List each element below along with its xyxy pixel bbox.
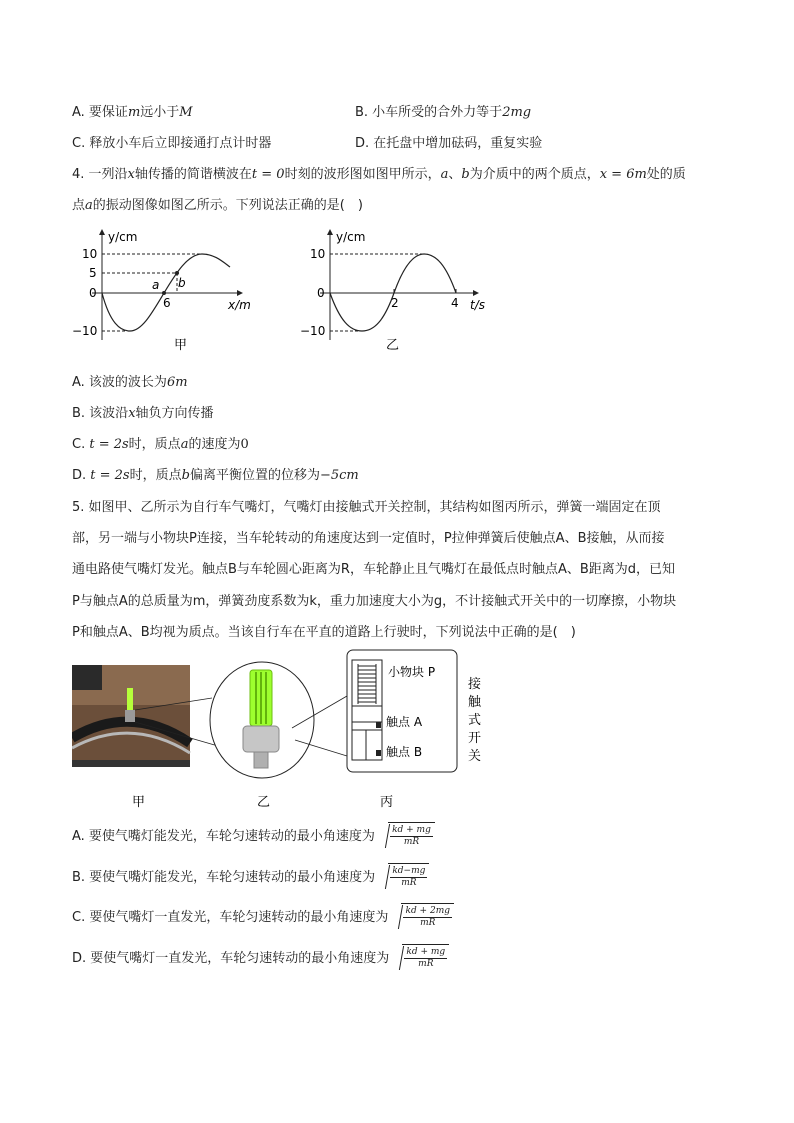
t-tick-2: 2 <box>391 296 399 310</box>
label-b: b <box>178 276 186 290</box>
q4-option-b-text2: 轴负方向传播 <box>135 406 214 421</box>
switch-label-char: 开 <box>468 731 482 746</box>
q4-text: 时刻的波形图如图甲所示， <box>284 167 441 182</box>
var-m: m <box>127 105 141 120</box>
var-x: x <box>127 167 135 182</box>
point-a <box>162 291 166 295</box>
var-a: a <box>180 437 189 452</box>
t-axis-label: t/s <box>470 298 485 312</box>
q5-stem-line5: P和触点A、B均视为质点。当该自行车在平直的道路上行驶时，下列说法中正确的是( ) <box>72 625 576 640</box>
y-tick-10: 10 <box>82 247 98 261</box>
var-b: b <box>181 468 190 483</box>
q4-option-a <box>72 373 188 393</box>
q4-text: 的振动图像如图乙所示。下列说法正确的是( ) <box>92 198 363 213</box>
q4-text: 、 <box>448 167 462 182</box>
t-tick-4: 4 <box>451 296 459 310</box>
y-tick-5: 5 <box>89 266 97 280</box>
var-M: M <box>179 105 193 120</box>
sqrt-expr <box>392 903 454 932</box>
q3-option-d: D. 在托盘中增加砝码，重复实验 <box>355 136 543 151</box>
label-contact-a: 触点 A <box>386 715 423 729</box>
frac-numerator: kd−mg <box>392 866 426 876</box>
frac-denominator: mR <box>403 837 420 847</box>
q5-stem-line1: 5. 如图甲、乙所示为自行车气嘴灯，气嘴灯由接触式开关控制，其结构如图丙所示，弹簧一端固定在顶 <box>72 500 661 515</box>
var-a: a <box>85 198 93 213</box>
label-contact-b: 触点 B <box>386 745 423 759</box>
q4-option-c-text: 时，质点 <box>128 437 181 452</box>
frac-numerator: kd + 2mg <box>405 906 450 916</box>
caption-yi: 乙 <box>257 795 271 810</box>
switch-label-char: 触 <box>468 695 482 710</box>
q5-option-b-text: B. 要使气嘴灯能发光，车轮匀速转动的最小角速度为 <box>72 870 376 885</box>
value-neg5cm: −5cm <box>319 468 359 483</box>
y-tick-10: 10 <box>310 247 326 261</box>
contact-a-marker <box>376 722 381 728</box>
q4-option-c-text2: 的速度为 <box>188 437 241 452</box>
q4-option-b <box>72 404 214 424</box>
caption-yi: 乙 <box>386 338 400 353</box>
q4-stem-line2 <box>72 196 363 216</box>
q4-option-b-text: B. 该波沿 <box>72 406 129 421</box>
expr-t2s: t = 2s <box>90 468 130 483</box>
sqrt-expr <box>393 944 449 973</box>
wave-figure-jia <box>72 225 272 355</box>
q4-text: 点 <box>72 198 86 213</box>
y-tick-neg10: −10 <box>300 324 326 338</box>
q5-option-a <box>72 822 435 851</box>
q4-text: 为介质中的两个质点， <box>469 167 600 182</box>
q5-option-a-text: A. 要使气嘴灯能发光，车轮匀速转动的最小角速度为 <box>72 829 375 844</box>
q5-stem-line4: P与触点A的总质量为m，弹簧劲度系数为k，重力加速度大小为g，不计接触式开关中的一切摩擦，小物块 <box>72 594 677 609</box>
switch-label-char: 式 <box>468 713 482 728</box>
sqrt-expr <box>379 863 429 892</box>
frac-denominator: mR <box>418 959 434 969</box>
y-tick-0: 0 <box>89 286 97 300</box>
switch-label-char: 关 <box>468 749 482 764</box>
q3-option-a-text2: 远小于 <box>140 105 180 120</box>
var-a: a <box>440 167 449 182</box>
x-axis-label: x/m <box>228 298 251 312</box>
q4-option-d-text2: 偏离平衡位置的位移为 <box>189 468 320 483</box>
frac-numerator: kd + mg <box>392 825 431 835</box>
block-p <box>352 706 382 722</box>
q4-text: 轴传播的简谐横波在 <box>134 167 252 182</box>
caption-jia: 甲 <box>174 338 188 353</box>
vibration-figure-yi <box>298 225 498 355</box>
q3-option-a-text: A. 要保证 <box>72 105 128 120</box>
y-tick-neg10: −10 <box>72 324 98 338</box>
x-tick-6: 6 <box>163 296 171 310</box>
q5-option-c <box>72 903 454 932</box>
frac-denominator: mR <box>401 878 417 888</box>
q4-option-d-text: 时，质点 <box>129 468 182 483</box>
expr-6m: 6m <box>166 375 188 390</box>
label-block-p: 小物块 P <box>388 665 436 679</box>
q4-text: 4. 一列沿 <box>72 167 128 182</box>
q5-option-d-text: D. 要使气嘴灯一直发光，车轮匀速转动的最小角速度为 <box>72 951 390 966</box>
q4-option-a-text: A. 该波的波长为 <box>72 375 167 390</box>
q5-option-d <box>72 944 449 973</box>
expr-t0: t = 0 <box>251 167 285 182</box>
expr-2mg: 2mg <box>502 105 532 120</box>
q4-option-c <box>72 435 249 455</box>
q3-option-b <box>355 103 531 123</box>
point-b <box>175 271 179 275</box>
q4-option-d <box>72 466 359 486</box>
valve-light-figure <box>72 648 492 816</box>
label-a: a <box>152 278 160 292</box>
var-x: x <box>128 406 136 421</box>
frac-denominator: mR <box>420 918 436 928</box>
q5-option-c-text: C. 要使气嘴灯一直发光，车轮匀速转动的最小角速度为 <box>72 910 389 925</box>
q3-option-b-text: B. 小车所受的合外力等于 <box>355 105 503 120</box>
q4-stem-line1 <box>72 165 686 185</box>
q4-option-d-label: D. <box>72 468 91 483</box>
y-axis-label: y/cm <box>336 230 366 244</box>
q3-option-a <box>72 103 193 123</box>
q3-option-c: C. 释放小车后立即接通打点计时器 <box>72 136 272 151</box>
q5-option-b <box>72 863 429 892</box>
expr-t2s: t = 2s <box>89 437 129 452</box>
y-tick-0: 0 <box>317 286 325 300</box>
q4-text: 处的质 <box>646 167 686 182</box>
var-b: b <box>461 167 470 182</box>
q5-stem-line3: 通电路使气嘴灯发光。触点B与车轮圆心距离为R，车轮静止且气嘴灯在最低点时触点A、B距离为d，已知 <box>72 562 676 577</box>
caption-bing: 丙 <box>380 795 394 810</box>
value-0: 0 <box>240 437 249 452</box>
y-axis-label: y/cm <box>108 230 138 244</box>
sqrt-expr <box>379 822 435 851</box>
expr-x6m: x = 6m <box>599 167 647 182</box>
frac-numerator: kd + mg <box>406 947 446 957</box>
contact-b-marker <box>376 750 381 756</box>
q4-option-c-label: C. <box>72 437 90 452</box>
q5-stem-line2: 部，另一端与小物块P连接，当车轮转动的角速度达到一定值时，P拉伸弹簧后使触点A、B接触，从而接 <box>72 531 665 546</box>
bicycle-wheel-photo <box>72 665 190 767</box>
caption-jia: 甲 <box>132 795 146 810</box>
switch-label-char: 接 <box>468 677 482 692</box>
